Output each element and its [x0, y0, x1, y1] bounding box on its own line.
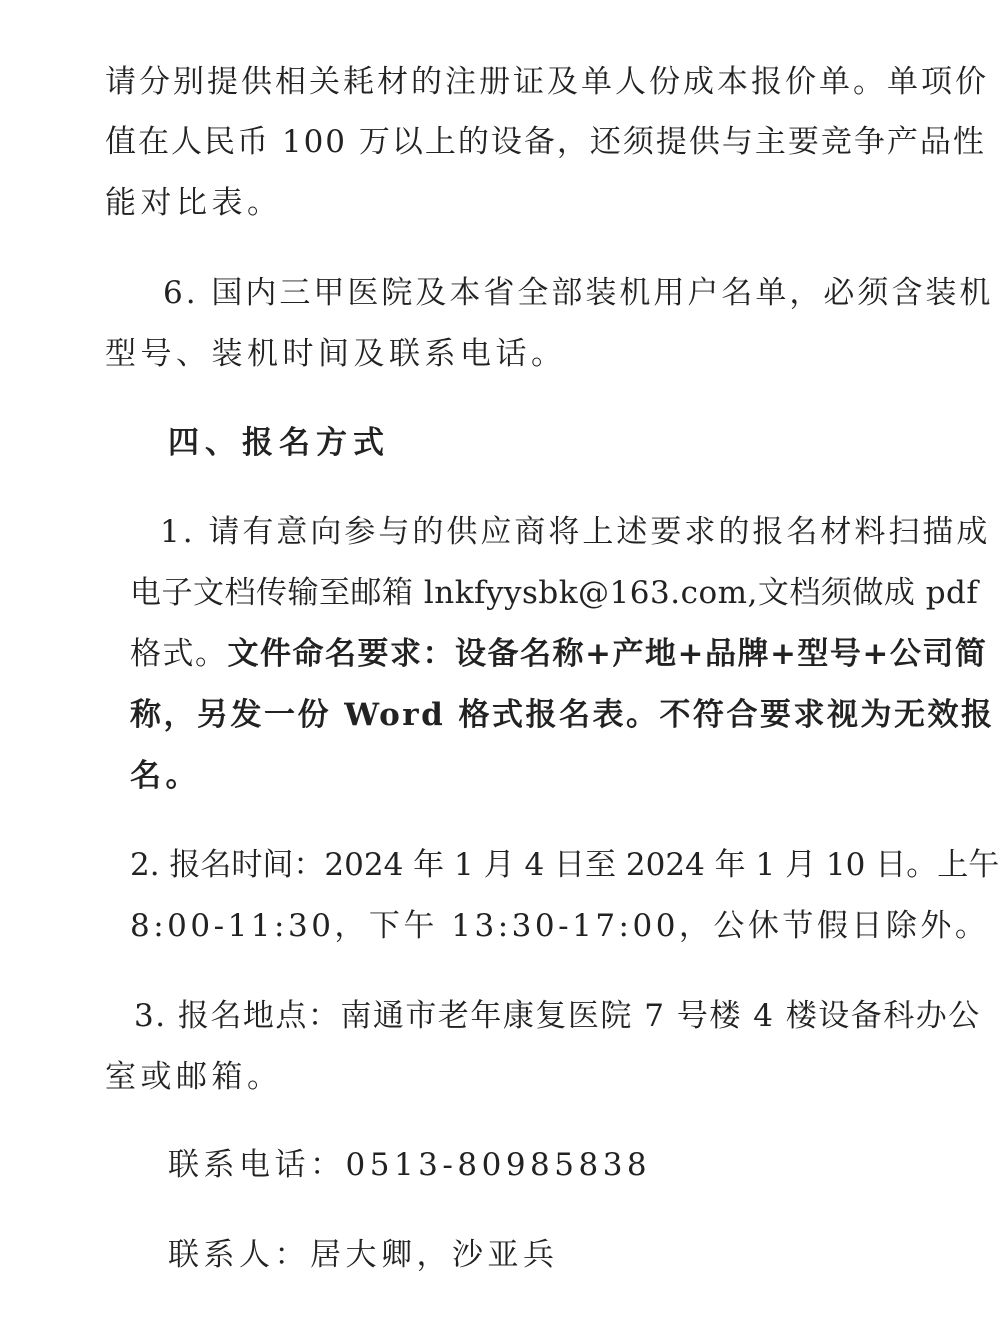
item-3-line-1: 3. 报名地点：南通市老年康复医院 7 号楼 4 楼设备科办公	[134, 998, 981, 1034]
contact-phone: 联系电话：0513-80985838	[168, 1147, 652, 1183]
item-3-line-2: 室或邮箱。	[105, 1059, 283, 1095]
paragraph-6-line-1: 6. 国内三甲医院及本省全部装机用户名单，必须含装机	[163, 275, 994, 311]
paragraph-6-line-2: 型号、装机时间及联系电话。	[105, 336, 567, 372]
paragraph-5-line-1: 请分别提供相关耗材的注册证及单人份成本报价单。单项价	[105, 64, 989, 100]
item-1-format-text: 格式。	[130, 636, 228, 672]
paragraph-5-line-2: 值在人民币 100 万以上的设备，还须提供与主要竞争产品性	[105, 124, 986, 160]
item-2-line-2: 8:00-11:30，下午 13:30-17:00，公休节假日除外。	[130, 908, 990, 944]
item-2-line-1: 2. 报名时间：2024 年 1 月 4 日至 2024 年 1 月 10 日。上午	[130, 847, 1000, 883]
item-1-line-5: 名。	[130, 758, 201, 794]
section-heading: 四、报名方式	[168, 425, 390, 461]
item-1-line-1: 1. 请有意向参与的供应商将上述要求的报名材料扫描成	[160, 514, 991, 550]
paragraph-5-line-3: 能对比表。	[105, 185, 283, 221]
item-1-line-4: 称，另发一份 Word 格式报名表。不符合要求视为无效报	[130, 697, 995, 733]
item-1-line-3	[130, 634, 987, 674]
item-1-naming-requirement: 文件命名要求：设备名称+产地+品牌+型号+公司简	[227, 636, 988, 672]
item-1-line-2: 电子文档传输至邮箱 lnkfyysbk@163.com,文档须做成 pdf	[130, 575, 979, 611]
contact-person: 联系人：居大卿，沙亚兵	[168, 1237, 559, 1273]
